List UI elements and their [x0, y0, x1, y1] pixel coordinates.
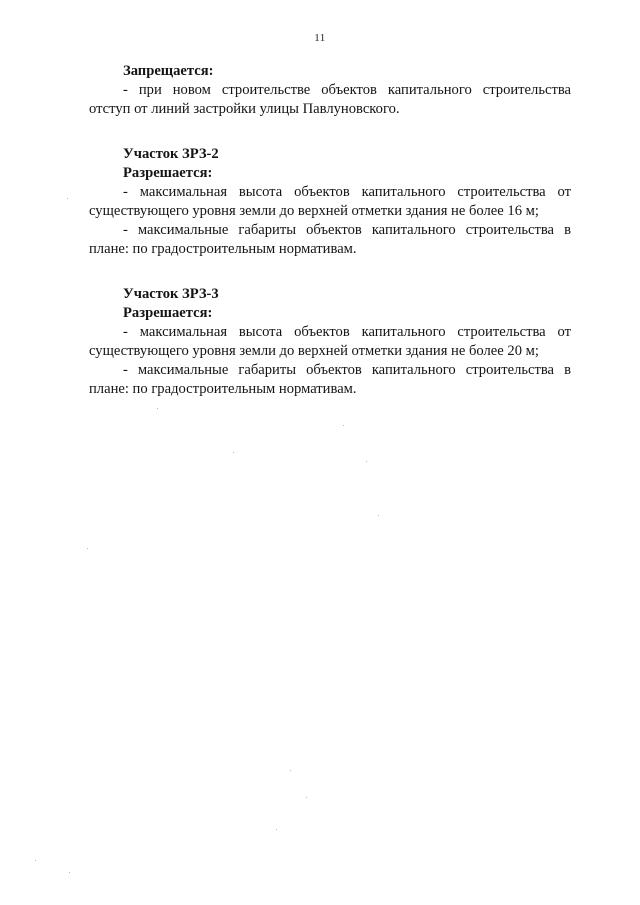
section-item: - максимальные габариты объектов капитального строительства в плане: по градостроительным нормативам.: [89, 222, 571, 257]
section-item: - при новом строительстве объектов капитального строительства отступ от линий застройки улицы Павлуновского.: [89, 82, 571, 117]
section-zrz-3: [89, 285, 571, 399]
scan-speck: [276, 829, 277, 830]
scan-speck: [67, 198, 68, 199]
section-item: - максимальные габариты объектов капитального строительства в плане: по градостроительным нормативам.: [89, 362, 571, 397]
scan-speck: [290, 770, 291, 771]
scan-speck: [69, 872, 70, 873]
scan-speck: [35, 860, 36, 861]
section-label-prohibited: Запрещается:: [123, 63, 214, 79]
section-zrz-2: [89, 145, 571, 259]
scan-speck: [87, 548, 88, 549]
scan-speck: [306, 797, 307, 798]
section-prohibited: [89, 62, 571, 119]
scan-speck: [366, 461, 367, 462]
section-label-allowed: Разрешается:: [123, 305, 213, 321]
scan-speck: [233, 452, 234, 453]
document-body: [89, 62, 571, 425]
section-title-zrz-3: Участок ЗРЗ-3: [123, 286, 219, 302]
section-item: - максимальная высота объектов капитального строительства от существующего уровня земли до верхней отметки здания не более 16 м;: [89, 184, 571, 219]
section-label-allowed: Разрешается:: [123, 165, 213, 181]
section-item: - максимальная высота объектов капитального строительства от существующего уровня земли до верхней отметки здания не более 20 м;: [89, 324, 571, 359]
page-number: 11: [314, 32, 326, 44]
scan-speck: [157, 408, 158, 409]
section-title-zrz-2: Участок ЗРЗ-2: [123, 146, 219, 162]
scan-speck: [343, 425, 344, 426]
scan-speck: [378, 515, 379, 516]
